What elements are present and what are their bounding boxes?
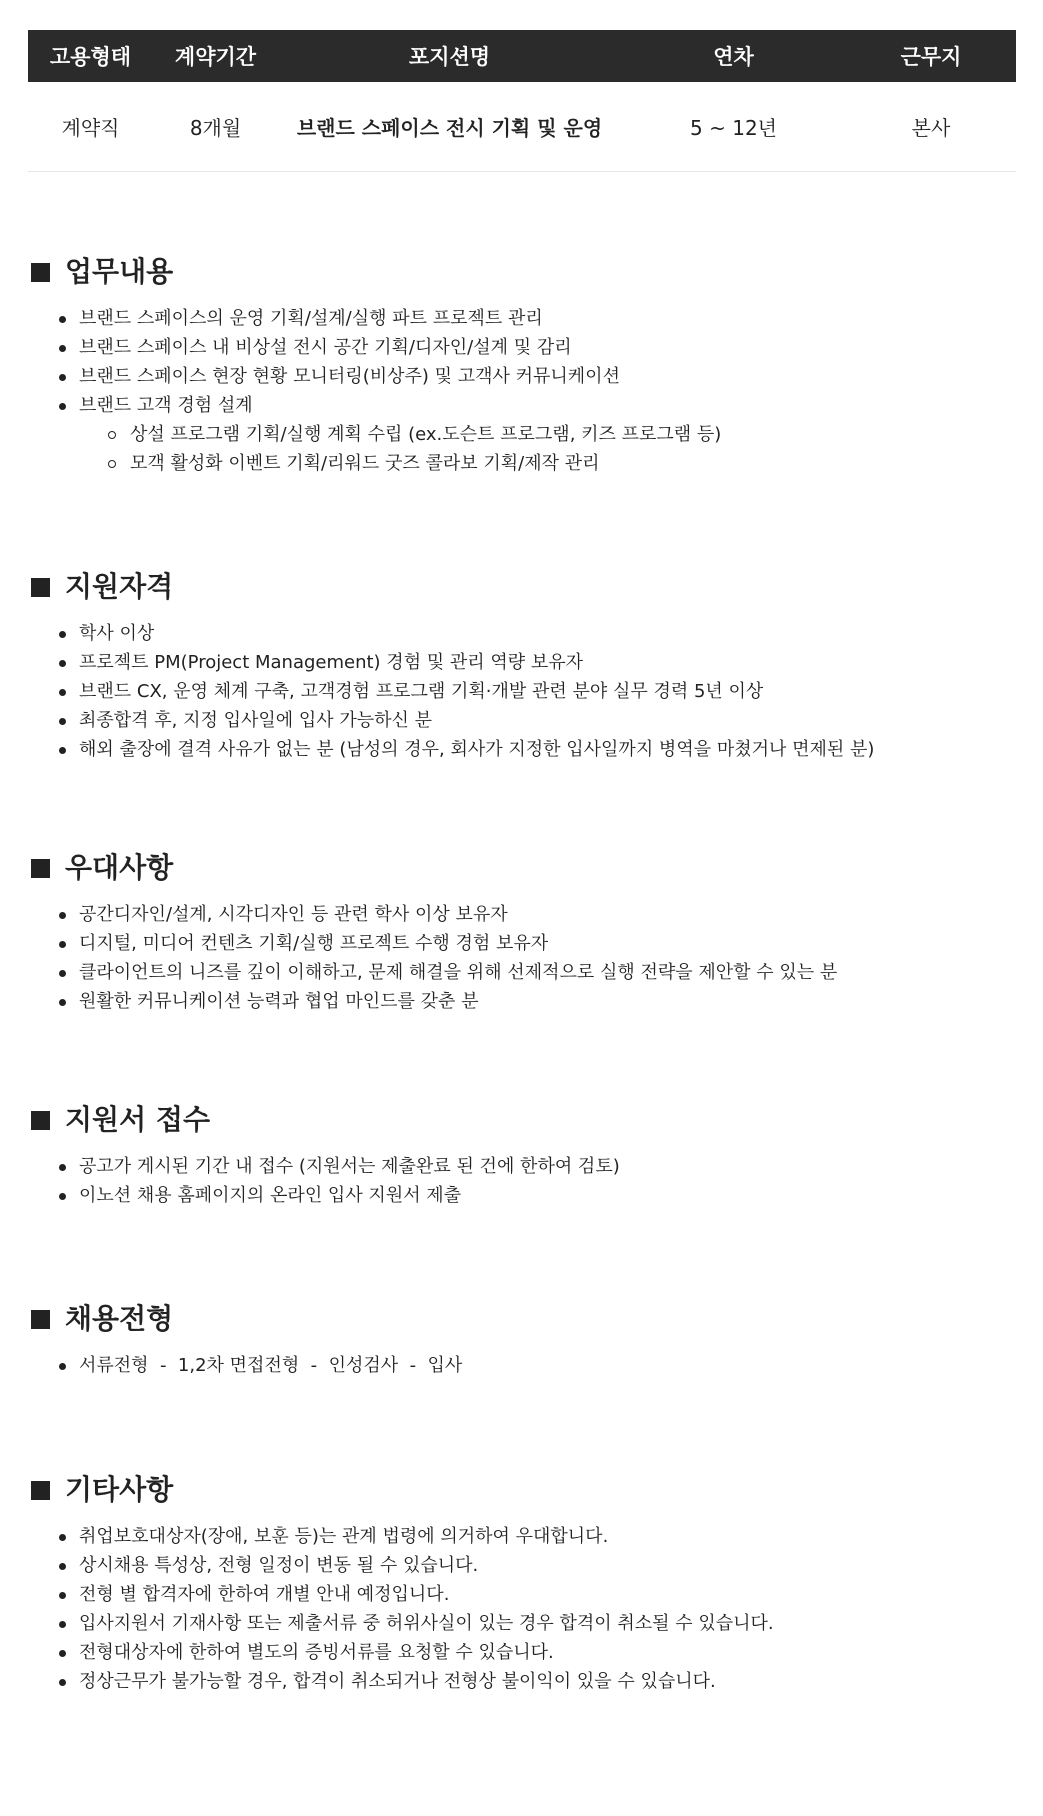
bullet-list bbox=[28, 1152, 1016, 1210]
list-item bbox=[28, 391, 1016, 420]
bullet-list bbox=[28, 1351, 1016, 1380]
list-item: 학사 이상 bbox=[28, 619, 1016, 648]
section-title-text: 업무내용 bbox=[65, 255, 174, 288]
square-bullet-icon bbox=[31, 578, 50, 597]
section-title-text: 지원서 접수 bbox=[65, 1103, 210, 1136]
list-item: 공고가 게시된 기간 내 접수 (지원서는 제출완료 된 건에 한하여 검토) bbox=[28, 1152, 1016, 1181]
square-bullet-icon bbox=[31, 263, 50, 282]
square-bullet-icon bbox=[31, 1310, 50, 1329]
cell-employment-type: 계약직 bbox=[28, 82, 153, 172]
list-item: 상시채용 특성상, 전형 일정이 변동 될 수 있습니다. bbox=[28, 1551, 1016, 1580]
job-posting bbox=[28, 30, 1016, 1692]
section-title bbox=[28, 252, 1016, 292]
section-duties bbox=[28, 252, 1016, 478]
cell-contract-period: 8개월 bbox=[153, 82, 278, 172]
sub-list-item: 모객 활성화 이벤트 기획/리워드 굿즈 콜라보 기획/제작 관리 bbox=[28, 449, 1016, 478]
list-item: 공간디자인/설계, 시각디자인 등 관련 학사 이상 보유자 bbox=[28, 900, 1016, 929]
bullet-list bbox=[28, 619, 1016, 764]
list-item: 브랜드 스페이스 현장 현황 모니터링(비상주) 및 고객사 커뮤니케이션 bbox=[28, 362, 1016, 391]
list-item: 정상근무가 불가능할 경우, 합격이 취소되거나 전형상 불이익이 있을 수 있습니다. bbox=[28, 1667, 1016, 1696]
section-title-text: 지원자격 bbox=[65, 570, 174, 603]
cell-position-name: 브랜드 스페이스 전시 기획 및 운영 bbox=[278, 82, 621, 172]
list-item: 전형 별 합격자에 한하여 개별 안내 예정입니다. bbox=[28, 1580, 1016, 1609]
section-other-notes bbox=[28, 1470, 1016, 1696]
section-title bbox=[28, 1470, 1016, 1510]
header-contract-period: 계약기간 bbox=[153, 30, 278, 82]
list-item: 최종합격 후, 지정 입사일에 입사 가능하신 분 bbox=[28, 706, 1016, 735]
list-item: 브랜드 스페이스의 운영 기획/설계/실행 파트 프로젝트 관리 bbox=[28, 304, 1016, 333]
section-title bbox=[28, 1100, 1016, 1140]
list-item: 취업보호대상자(장애, 보훈 등)는 관계 법령에 의거하여 우대합니다. bbox=[28, 1522, 1016, 1551]
list-item: 브랜드 스페이스 내 비상설 전시 공간 기획/디자인/설계 및 감리 bbox=[28, 333, 1016, 362]
section-qualifications bbox=[28, 567, 1016, 764]
list-item: 원활한 커뮤니케이션 능력과 협업 마인드를 갖춘 분 bbox=[28, 987, 1016, 1016]
list-item: 해외 출장에 결격 사유가 없는 분 (남성의 경우, 회사가 지정한 입사일까지 병역을 마쳤거나 면제된 분) bbox=[28, 735, 1016, 764]
list-item: 서류전형 - 1,2차 면접전형 - 인성검사 - 입사 bbox=[28, 1351, 1016, 1380]
bullet-list bbox=[28, 1522, 1016, 1696]
list-item: 디지털, 미디어 컨텐츠 기획/실행 프로젝트 수행 경험 보유자 bbox=[28, 929, 1016, 958]
bullet-list bbox=[28, 900, 1016, 1016]
section-title bbox=[28, 1299, 1016, 1339]
list-item: 클라이언트의 니즈를 깊이 이해하고, 문제 해결을 위해 선제적으로 실행 전략을 제안할 수 있는 분 bbox=[28, 958, 1016, 987]
section-title-text: 우대사항 bbox=[65, 851, 174, 884]
square-bullet-icon bbox=[31, 1481, 50, 1500]
section-application bbox=[28, 1100, 1016, 1210]
cell-experience-years: 5 ~ 12년 bbox=[621, 82, 846, 172]
list-item: 프로젝트 PM(Project Management) 경험 및 관리 역량 보유자 bbox=[28, 648, 1016, 677]
sub-bullet-list bbox=[28, 420, 1016, 478]
section-hiring-process bbox=[28, 1299, 1016, 1380]
header-work-location: 근무지 bbox=[846, 30, 1016, 82]
section-title-text: 기타사항 bbox=[65, 1473, 174, 1506]
list-item: 전형대상자에 한하여 별도의 증빙서류를 요청할 수 있습니다. bbox=[28, 1638, 1016, 1667]
square-bullet-icon bbox=[31, 1111, 50, 1130]
bullet-list bbox=[28, 304, 1016, 420]
section-preferred bbox=[28, 848, 1016, 1016]
section-title-text: 채용전형 bbox=[65, 1302, 174, 1335]
list-item: 입사지원서 기재사항 또는 제출서류 중 허위사실이 있는 경우 합격이 취소될 수 있습니다. bbox=[28, 1609, 1016, 1638]
header-position-name: 포지션명 bbox=[278, 30, 621, 82]
list-item: 브랜드 CX, 운영 체계 구축, 고객경험 프로그램 기획·개발 관련 분야 실무 경력 5년 이상 bbox=[28, 677, 1016, 706]
list-item: 이노션 채용 홈페이지의 온라인 입사 지원서 제출 bbox=[28, 1181, 1016, 1210]
table-header-row bbox=[28, 30, 1016, 82]
header-experience-years: 연차 bbox=[621, 30, 846, 82]
cell-work-location: 본사 bbox=[846, 82, 1016, 172]
square-bullet-icon bbox=[31, 859, 50, 878]
table-row bbox=[28, 82, 1016, 172]
section-title bbox=[28, 567, 1016, 607]
header-employment-type: 고용형태 bbox=[28, 30, 153, 82]
job-summary-table bbox=[28, 30, 1016, 172]
section-title bbox=[28, 848, 1016, 888]
list-item-text: 브랜드 고객 경험 설계 bbox=[79, 395, 253, 416]
sub-list-item: 상설 프로그램 기획/실행 계획 수립 (ex.도슨트 프로그램, 키즈 프로그램 등) bbox=[28, 420, 1016, 449]
